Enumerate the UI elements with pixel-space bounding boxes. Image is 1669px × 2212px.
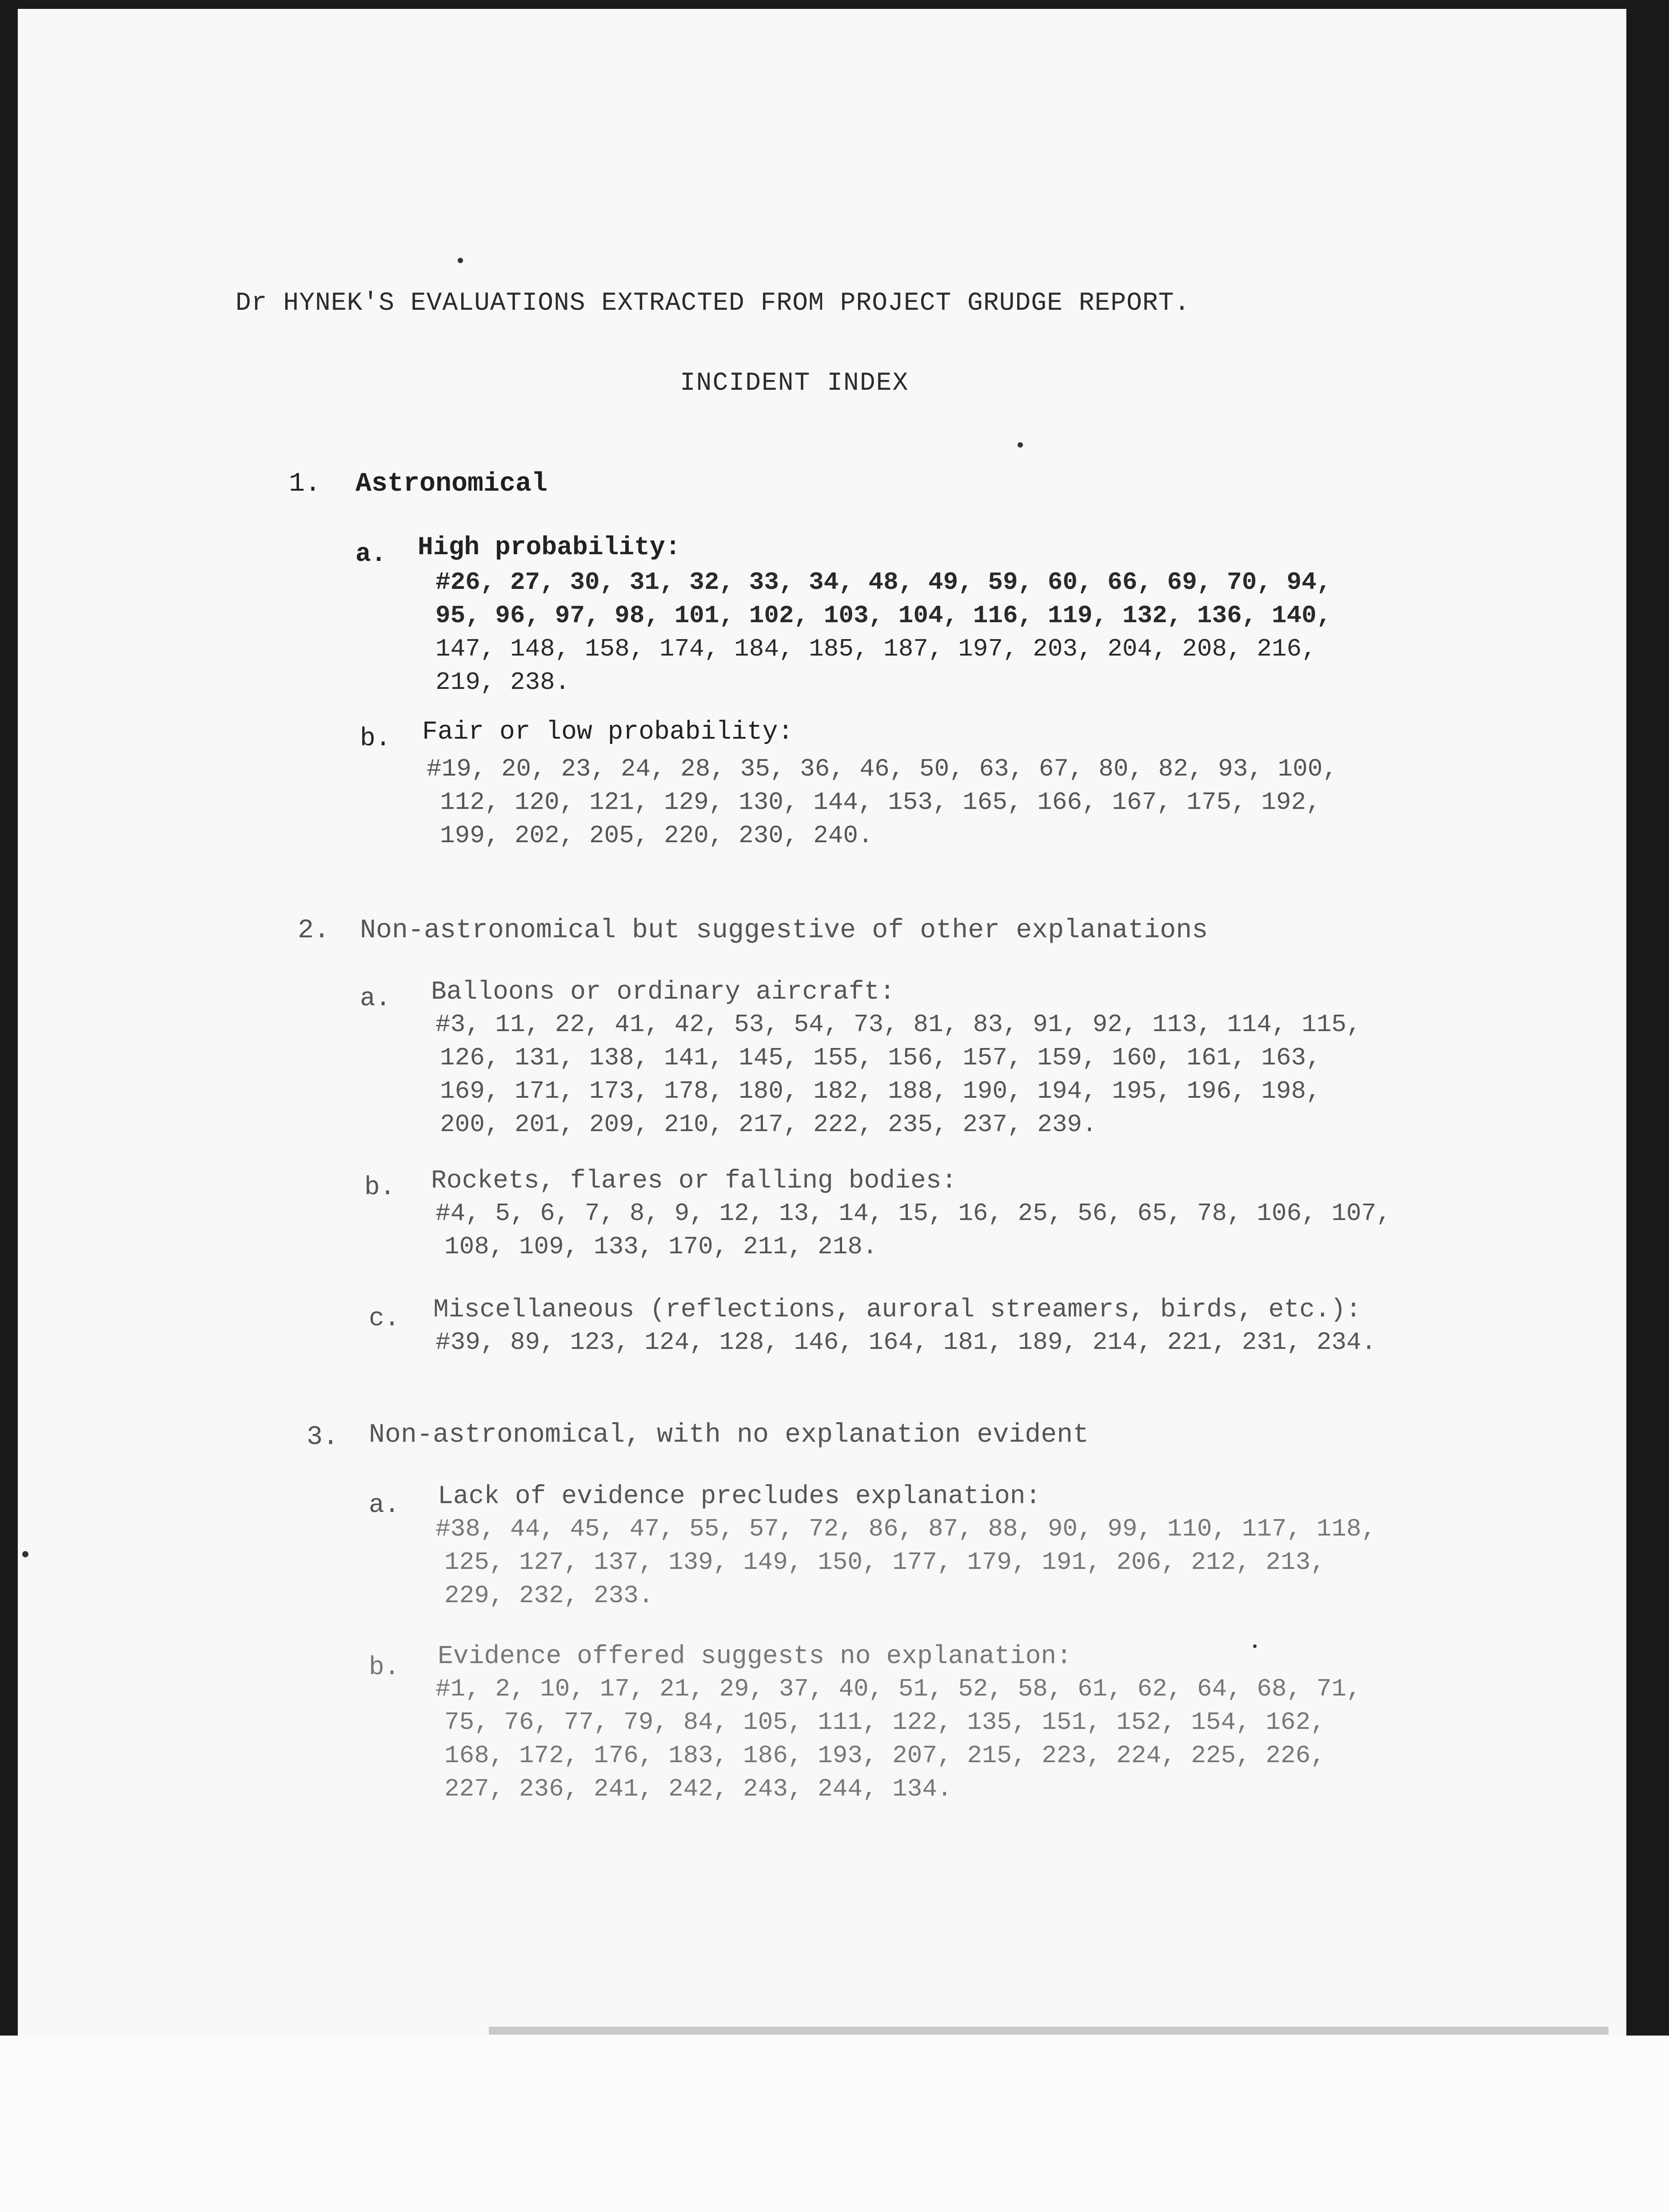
section-3a-line-2: 125, 127, 137, 139, 149, 150, 177, 179, 191, 206, 212, 213, bbox=[444, 1548, 1326, 1576]
section-3b-heading: Evidence offered suggests no explanation: bbox=[438, 1642, 1072, 1671]
section-2c-heading: Miscellaneous (reflections, auroral streamers, birds, etc.): bbox=[433, 1296, 1362, 1324]
section-1a-heading: High probability: bbox=[418, 533, 681, 562]
section-1a-line-2: 95, 96, 97, 98, 101, 102, 103, 104, 116, 119, 132, 136, 140, bbox=[435, 601, 1332, 630]
section-2-number: 2. bbox=[298, 916, 330, 946]
section-1a-line-3: 147, 148, 158, 174, 184, 185, 187, 197, 203, 204, 208, 216, bbox=[435, 635, 1317, 663]
section-1b-line-2: 112, 120, 121, 129, 130, 144, 153, 165, 166, 167, 175, 192, bbox=[440, 788, 1321, 816]
document-subtitle: INCIDENT INDEX bbox=[680, 369, 909, 398]
section-2a-line-2: 126, 131, 138, 141, 145, 155, 156, 157, 159, 160, 161, 163, bbox=[440, 1044, 1321, 1072]
section-3b-line-1: #1, 2, 10, 17, 21, 29, 37, 40, 51, 52, 58, 61, 62, 64, 68, 71, bbox=[435, 1675, 1362, 1703]
page-edge-shadow bbox=[489, 2027, 1609, 2035]
section-2c-letter: c. bbox=[369, 1304, 400, 1333]
section-1a-line-4: 219, 238. bbox=[435, 668, 570, 696]
section-3a-letter: a. bbox=[369, 1491, 400, 1520]
section-1b-line-3: 199, 202, 205, 220, 230, 240. bbox=[440, 821, 873, 850]
section-1b-heading: Fair or low probability: bbox=[422, 718, 794, 747]
section-2a-heading: Balloons or ordinary aircraft: bbox=[431, 978, 895, 1007]
section-3a-heading: Lack of evidence precludes explanation: bbox=[438, 1482, 1041, 1511]
section-3b-line-2: 75, 76, 77, 79, 84, 105, 111, 122, 135, 151, 152, 154, 162, bbox=[444, 1708, 1326, 1736]
section-1-heading: Astronomical bbox=[355, 469, 548, 499]
section-3a-line-3: 229, 232, 233. bbox=[444, 1581, 654, 1610]
section-2b-line-2: 108, 109, 133, 170, 211, 218. bbox=[444, 1232, 878, 1261]
section-1a-letter: a. bbox=[355, 540, 387, 569]
section-1-number: 1. bbox=[289, 469, 321, 499]
section-2a-line-1: #3, 11, 22, 41, 42, 53, 54, 73, 81, 83, 91, 92, 113, 114, 115, bbox=[435, 1010, 1362, 1039]
section-1a-line-1: #26, 27, 30, 31, 32, 33, 34, 48, 49, 59, 60, 66, 69, 70, 94, bbox=[435, 568, 1332, 596]
section-3-number: 3. bbox=[307, 1422, 339, 1452]
section-2-heading: Non-astronomical but suggestive of other explanations bbox=[360, 916, 1208, 946]
section-2b-line-1: #4, 5, 6, 7, 8, 9, 12, 13, 14, 15, 16, 25, 56, 65, 78, 106, 107, bbox=[435, 1199, 1391, 1228]
section-3b-line-3: 168, 172, 176, 183, 186, 193, 207, 215, 223, 224, 225, 226, bbox=[444, 1741, 1326, 1770]
section-3b-letter: b. bbox=[369, 1653, 400, 1682]
document-title: Dr HYNEK'S EVALUATIONS EXTRACTED FROM PROJECT GRUDGE REPORT. bbox=[236, 289, 1190, 318]
section-2a-line-4: 200, 201, 209, 210, 217, 222, 235, 237, 239. bbox=[440, 1110, 1097, 1139]
section-3a-line-1: #38, 44, 45, 47, 55, 57, 72, 86, 87, 88, 90, 99, 110, 117, 118, bbox=[435, 1515, 1377, 1543]
ink-speck bbox=[22, 1551, 28, 1557]
ink-speck bbox=[1253, 1644, 1257, 1648]
scan-margin bbox=[0, 2036, 1669, 2212]
section-3-heading: Non-astronomical, with no explanation evident bbox=[369, 1420, 1089, 1450]
section-2a-letter: a. bbox=[360, 984, 391, 1013]
section-2a-line-3: 169, 171, 173, 178, 180, 182, 188, 190, 194, 195, 196, 198, bbox=[440, 1077, 1321, 1105]
ink-speck bbox=[1018, 442, 1023, 448]
ink-speck bbox=[458, 258, 463, 263]
section-3b-line-4: 227, 236, 241, 242, 243, 244, 134. bbox=[444, 1775, 952, 1803]
section-2b-heading: Rockets, flares or falling bodies: bbox=[431, 1167, 957, 1196]
section-2b-letter: b. bbox=[364, 1173, 395, 1202]
section-2c-line-1: #39, 89, 123, 124, 128, 146, 164, 181, 189, 214, 221, 231, 234. bbox=[435, 1328, 1377, 1356]
section-1b-line-1: #19, 20, 23, 24, 28, 35, 36, 46, 50, 63, 67, 80, 82, 93, 100, bbox=[427, 755, 1338, 783]
section-1b-letter: b. bbox=[360, 724, 391, 753]
